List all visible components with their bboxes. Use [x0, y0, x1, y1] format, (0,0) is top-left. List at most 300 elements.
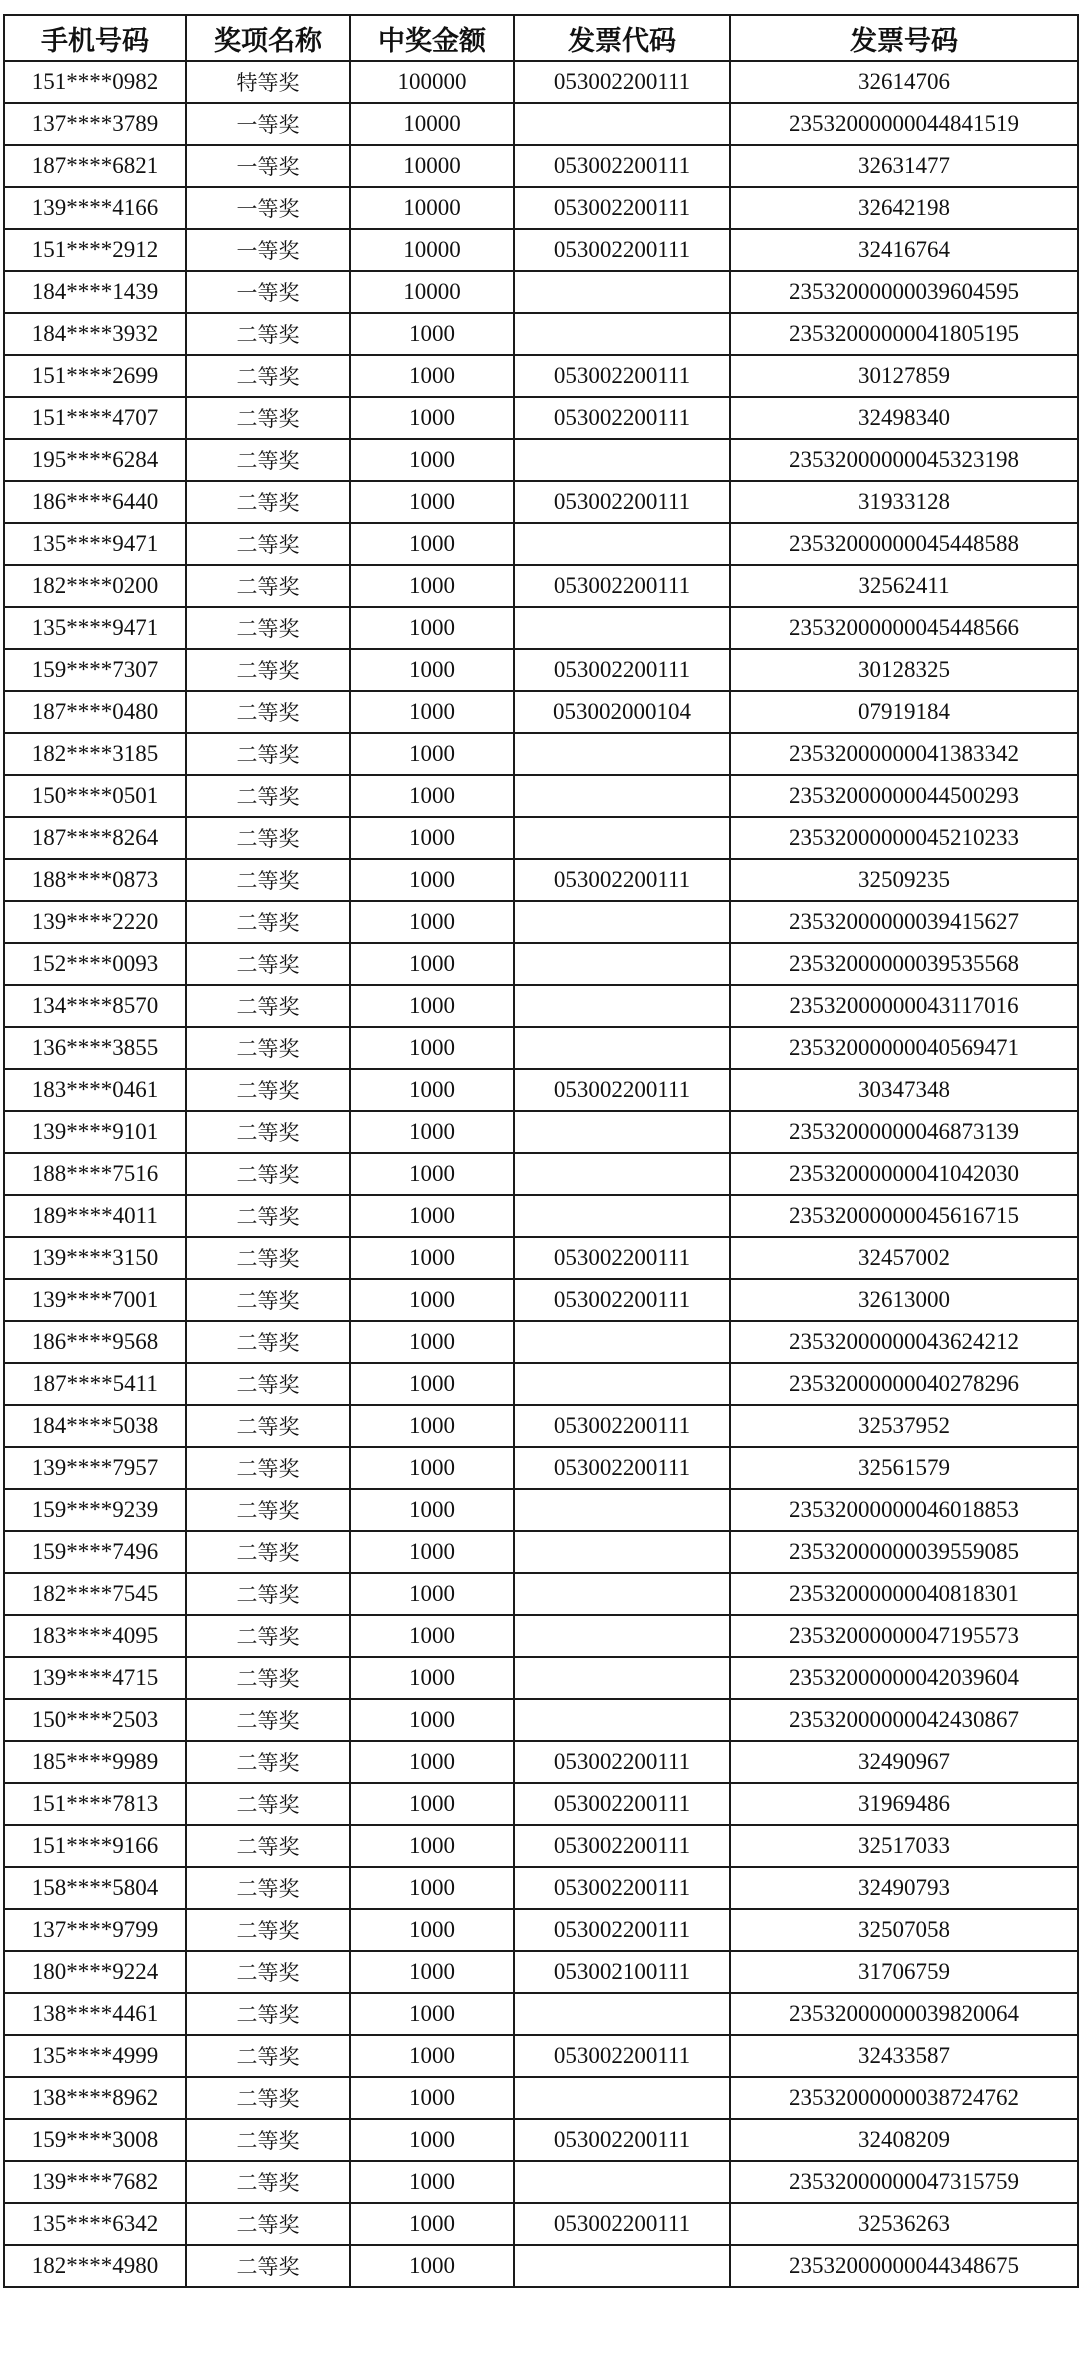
table-row — [4, 1153, 1078, 1195]
cell-invoice-number: 23532000000043624212 — [730, 1321, 1078, 1363]
cell-amount: 10000 — [350, 271, 514, 313]
cell-invoice-number: 23532000000045616715 — [730, 1195, 1078, 1237]
cell-invoice-number: 23532000000044500293 — [730, 775, 1078, 817]
cell-amount: 1000 — [350, 1489, 514, 1531]
cell-invoice-code — [514, 733, 730, 775]
cell-invoice-code: 053002200111 — [514, 1405, 730, 1447]
cell-invoice-code: 053002200111 — [514, 565, 730, 607]
cell-phone: 139****4715 — [4, 1657, 186, 1699]
cell-invoice-number: 32562411 — [730, 565, 1078, 607]
table-row — [4, 2161, 1078, 2203]
table-row — [4, 1783, 1078, 1825]
cell-phone: 186****6440 — [4, 481, 186, 523]
cell-amount: 1000 — [350, 2035, 514, 2077]
table-row — [4, 901, 1078, 943]
cell-invoice-number: 23532000000042430867 — [730, 1699, 1078, 1741]
table-row — [4, 271, 1078, 313]
table-row — [4, 229, 1078, 271]
cell-amount: 1000 — [350, 775, 514, 817]
cell-prize-name: 二等奖 — [186, 607, 350, 649]
cell-prize-name: 二等奖 — [186, 817, 350, 859]
cell-invoice-code: 053002200111 — [514, 481, 730, 523]
cell-amount: 1000 — [350, 733, 514, 775]
cell-amount: 1000 — [350, 2119, 514, 2161]
cell-phone: 159****9239 — [4, 1489, 186, 1531]
cell-phone: 150****2503 — [4, 1699, 186, 1741]
table-row — [4, 649, 1078, 691]
cell-prize-name: 一等奖 — [186, 187, 350, 229]
cell-invoice-code — [514, 2077, 730, 2119]
cell-prize-name: 二等奖 — [186, 355, 350, 397]
cell-amount: 1000 — [350, 607, 514, 649]
cell-prize-name: 二等奖 — [186, 691, 350, 733]
cell-invoice-code: 053002200111 — [514, 1909, 730, 1951]
table-row — [4, 1195, 1078, 1237]
cell-amount: 1000 — [350, 1951, 514, 1993]
cell-prize-name: 二等奖 — [186, 2245, 350, 2287]
cell-amount: 100000 — [350, 61, 514, 103]
cell-amount: 1000 — [350, 2203, 514, 2245]
cell-phone: 189****4011 — [4, 1195, 186, 1237]
table-row — [4, 2203, 1078, 2245]
cell-prize-name: 二等奖 — [186, 1867, 350, 1909]
cell-prize-name: 特等奖 — [186, 61, 350, 103]
cell-amount: 1000 — [350, 1783, 514, 1825]
cell-prize-name: 二等奖 — [186, 859, 350, 901]
cell-invoice-code: 053002100111 — [514, 1951, 730, 1993]
cell-phone: 139****7957 — [4, 1447, 186, 1489]
cell-invoice-code: 053002200111 — [514, 229, 730, 271]
cell-invoice-number: 32642198 — [730, 187, 1078, 229]
table-row — [4, 1741, 1078, 1783]
cell-invoice-number: 31969486 — [730, 1783, 1078, 1825]
cell-phone: 151****9166 — [4, 1825, 186, 1867]
cell-phone: 139****4166 — [4, 187, 186, 229]
cell-amount: 1000 — [350, 565, 514, 607]
cell-invoice-number: 31933128 — [730, 481, 1078, 523]
table-row — [4, 1615, 1078, 1657]
cell-amount: 1000 — [350, 481, 514, 523]
cell-invoice-number: 23532000000041042030 — [730, 1153, 1078, 1195]
cell-prize-name: 二等奖 — [186, 1741, 350, 1783]
cell-invoice-number: 31706759 — [730, 1951, 1078, 1993]
cell-invoice-number: 32613000 — [730, 1279, 1078, 1321]
table-row — [4, 61, 1078, 103]
table-row — [4, 943, 1078, 985]
cell-phone: 136****3855 — [4, 1027, 186, 1069]
cell-amount: 1000 — [350, 1321, 514, 1363]
table-row — [4, 1489, 1078, 1531]
cell-phone: 134****8570 — [4, 985, 186, 1027]
cell-amount: 1000 — [350, 2077, 514, 2119]
table-row — [4, 145, 1078, 187]
cell-amount: 1000 — [350, 355, 514, 397]
cell-prize-name: 二等奖 — [186, 1153, 350, 1195]
cell-phone: 159****7307 — [4, 649, 186, 691]
table-row — [4, 817, 1078, 859]
cell-prize-name: 二等奖 — [186, 1405, 350, 1447]
cell-prize-name: 二等奖 — [186, 565, 350, 607]
cell-invoice-code: 053002200111 — [514, 397, 730, 439]
cell-amount: 1000 — [350, 859, 514, 901]
cell-amount: 1000 — [350, 1699, 514, 1741]
cell-invoice-number: 23532000000046018853 — [730, 1489, 1078, 1531]
cell-invoice-number: 23532000000039535568 — [730, 943, 1078, 985]
cell-amount: 10000 — [350, 145, 514, 187]
cell-amount: 1000 — [350, 397, 514, 439]
cell-invoice-number: 32537952 — [730, 1405, 1078, 1447]
cell-invoice-code: 053002200111 — [514, 355, 730, 397]
cell-prize-name: 二等奖 — [186, 1195, 350, 1237]
cell-amount: 1000 — [350, 1909, 514, 1951]
cell-invoice-code: 053002200111 — [514, 1825, 730, 1867]
cell-phone: 137****9799 — [4, 1909, 186, 1951]
cell-phone: 135****4999 — [4, 2035, 186, 2077]
cell-prize-name: 二等奖 — [186, 1027, 350, 1069]
cell-invoice-code — [514, 439, 730, 481]
cell-phone: 150****0501 — [4, 775, 186, 817]
cell-amount: 1000 — [350, 1363, 514, 1405]
cell-phone: 151****4707 — [4, 397, 186, 439]
table-body — [4, 61, 1078, 2287]
cell-invoice-number: 23532000000046873139 — [730, 1111, 1078, 1153]
cell-phone: 139****3150 — [4, 1237, 186, 1279]
cell-invoice-code — [514, 1027, 730, 1069]
cell-amount: 10000 — [350, 229, 514, 271]
cell-invoice-code: 053002200111 — [514, 2035, 730, 2077]
cell-amount: 1000 — [350, 1405, 514, 1447]
cell-amount: 1000 — [350, 2161, 514, 2203]
cell-phone: 151****2699 — [4, 355, 186, 397]
cell-invoice-code: 053002200111 — [514, 1741, 730, 1783]
cell-phone: 180****9224 — [4, 1951, 186, 1993]
table-row — [4, 691, 1078, 733]
cell-phone: 135****9471 — [4, 523, 186, 565]
cell-invoice-code — [514, 1489, 730, 1531]
table-row — [4, 859, 1078, 901]
cell-amount: 1000 — [350, 817, 514, 859]
cell-phone: 182****7545 — [4, 1573, 186, 1615]
cell-invoice-number: 30127859 — [730, 355, 1078, 397]
cell-invoice-number: 32490967 — [730, 1741, 1078, 1783]
cell-invoice-code: 053002200111 — [514, 145, 730, 187]
cell-invoice-number: 32433587 — [730, 2035, 1078, 2077]
table-row — [4, 313, 1078, 355]
cell-prize-name: 二等奖 — [186, 1531, 350, 1573]
cell-prize-name: 二等奖 — [186, 2161, 350, 2203]
cell-invoice-number: 23532000000040278296 — [730, 1363, 1078, 1405]
cell-invoice-code — [514, 1993, 730, 2035]
cell-prize-name: 一等奖 — [186, 229, 350, 271]
cell-phone: 158****5804 — [4, 1867, 186, 1909]
table-row — [4, 985, 1078, 1027]
cell-prize-name: 二等奖 — [186, 523, 350, 565]
cell-invoice-code — [514, 1321, 730, 1363]
cell-prize-name: 二等奖 — [186, 2119, 350, 2161]
cell-prize-name: 二等奖 — [186, 1615, 350, 1657]
cell-invoice-number: 23532000000044348675 — [730, 2245, 1078, 2287]
cell-amount: 1000 — [350, 1531, 514, 1573]
cell-phone: 139****2220 — [4, 901, 186, 943]
cell-prize-name: 一等奖 — [186, 271, 350, 313]
cell-invoice-number: 23532000000045448588 — [730, 523, 1078, 565]
cell-invoice-code — [514, 1615, 730, 1657]
cell-prize-name: 二等奖 — [186, 1657, 350, 1699]
cell-prize-name: 二等奖 — [186, 733, 350, 775]
cell-amount: 1000 — [350, 1993, 514, 2035]
cell-phone: 182****4980 — [4, 2245, 186, 2287]
cell-invoice-code — [514, 1657, 730, 1699]
header-invoice-number: 发票号码 — [730, 15, 1078, 61]
cell-invoice-number: 23532000000045448566 — [730, 607, 1078, 649]
cell-phone: 182****0200 — [4, 565, 186, 607]
cell-amount: 1000 — [350, 1825, 514, 1867]
cell-amount: 1000 — [350, 2245, 514, 2287]
table-row — [4, 1531, 1078, 1573]
cell-invoice-code: 053002200111 — [514, 2203, 730, 2245]
cell-invoice-number: 32498340 — [730, 397, 1078, 439]
cell-phone: 139****9101 — [4, 1111, 186, 1153]
cell-invoice-number: 23532000000043117016 — [730, 985, 1078, 1027]
table-row — [4, 565, 1078, 607]
cell-invoice-number: 23532000000041805195 — [730, 313, 1078, 355]
cell-invoice-code — [514, 817, 730, 859]
cell-amount: 10000 — [350, 103, 514, 145]
table-row — [4, 355, 1078, 397]
cell-phone: 187****6821 — [4, 145, 186, 187]
cell-invoice-code — [514, 1531, 730, 1573]
table-row — [4, 733, 1078, 775]
cell-prize-name: 二等奖 — [186, 1237, 350, 1279]
cell-invoice-number: 32507058 — [730, 1909, 1078, 1951]
cell-invoice-number: 23532000000038724762 — [730, 2077, 1078, 2119]
cell-prize-name: 二等奖 — [186, 2077, 350, 2119]
cell-phone: 187****5411 — [4, 1363, 186, 1405]
cell-invoice-code — [514, 1573, 730, 1615]
cell-prize-name: 二等奖 — [186, 1825, 350, 1867]
table-row — [4, 1993, 1078, 2035]
cell-invoice-number: 32517033 — [730, 1825, 1078, 1867]
cell-invoice-code — [514, 1363, 730, 1405]
cell-phone: 138****8962 — [4, 2077, 186, 2119]
table-row — [4, 1321, 1078, 1363]
table-row — [4, 1657, 1078, 1699]
cell-phone: 182****3185 — [4, 733, 186, 775]
cell-invoice-number: 23532000000042039604 — [730, 1657, 1078, 1699]
cell-phone: 183****0461 — [4, 1069, 186, 1111]
cell-invoice-code: 053002200111 — [514, 859, 730, 901]
header-invoice-code: 发票代码 — [514, 15, 730, 61]
cell-amount: 1000 — [350, 1195, 514, 1237]
table-row — [4, 481, 1078, 523]
cell-amount: 1000 — [350, 1615, 514, 1657]
cell-invoice-number: 23532000000039604595 — [730, 271, 1078, 313]
cell-amount: 1000 — [350, 1279, 514, 1321]
table-row — [4, 397, 1078, 439]
cell-invoice-code — [514, 2161, 730, 2203]
table-row — [4, 1405, 1078, 1447]
cell-invoice-number: 32457002 — [730, 1237, 1078, 1279]
header-prize-name: 奖项名称 — [186, 15, 350, 61]
cell-invoice-number: 30128325 — [730, 649, 1078, 691]
table-row — [4, 1867, 1078, 1909]
cell-phone: 151****7813 — [4, 1783, 186, 1825]
table-header — [4, 15, 1078, 61]
cell-invoice-code: 053002200111 — [514, 1783, 730, 1825]
table-row — [4, 1699, 1078, 1741]
cell-prize-name: 二等奖 — [186, 1489, 350, 1531]
cell-amount: 1000 — [350, 1573, 514, 1615]
cell-invoice-number: 32614706 — [730, 61, 1078, 103]
cell-invoice-number: 23532000000039415627 — [730, 901, 1078, 943]
cell-phone: 188****0873 — [4, 859, 186, 901]
cell-prize-name: 二等奖 — [186, 2035, 350, 2077]
cell-amount: 1000 — [350, 1153, 514, 1195]
table-row — [4, 1027, 1078, 1069]
cell-prize-name: 二等奖 — [186, 901, 350, 943]
cell-prize-name: 二等奖 — [186, 313, 350, 355]
cell-prize-name: 二等奖 — [186, 1321, 350, 1363]
table-row — [4, 1573, 1078, 1615]
cell-phone: 159****3008 — [4, 2119, 186, 2161]
cell-amount: 1000 — [350, 1657, 514, 1699]
cell-amount: 1000 — [350, 1741, 514, 1783]
cell-amount: 1000 — [350, 1069, 514, 1111]
cell-phone: 184****1439 — [4, 271, 186, 313]
table-row — [4, 523, 1078, 565]
cell-prize-name: 一等奖 — [186, 145, 350, 187]
header-row — [4, 15, 1078, 61]
cell-amount: 1000 — [350, 523, 514, 565]
cell-invoice-code: 053002200111 — [514, 1867, 730, 1909]
cell-invoice-number: 23532000000047195573 — [730, 1615, 1078, 1657]
cell-invoice-code — [514, 985, 730, 1027]
cell-invoice-code — [514, 1195, 730, 1237]
cell-invoice-code: 053002200111 — [514, 61, 730, 103]
cell-prize-name: 二等奖 — [186, 2203, 350, 2245]
table-row — [4, 2077, 1078, 2119]
cell-phone: 159****7496 — [4, 1531, 186, 1573]
cell-prize-name: 二等奖 — [186, 1699, 350, 1741]
cell-invoice-code — [514, 271, 730, 313]
cell-prize-name: 二等奖 — [186, 1993, 350, 2035]
cell-phone: 135****6342 — [4, 2203, 186, 2245]
table-row — [4, 1825, 1078, 1867]
table-row — [4, 187, 1078, 229]
cell-invoice-number: 23532000000047315759 — [730, 2161, 1078, 2203]
cell-phone: 137****3789 — [4, 103, 186, 145]
cell-amount: 1000 — [350, 1867, 514, 1909]
cell-prize-name: 一等奖 — [186, 103, 350, 145]
cell-phone: 188****7516 — [4, 1153, 186, 1195]
cell-prize-name: 二等奖 — [186, 649, 350, 691]
cell-prize-name: 二等奖 — [186, 1951, 350, 1993]
cell-prize-name: 二等奖 — [186, 397, 350, 439]
cell-phone: 183****4095 — [4, 1615, 186, 1657]
cell-invoice-code: 053002200111 — [514, 1069, 730, 1111]
cell-invoice-code: 053002200111 — [514, 1279, 730, 1321]
cell-amount: 1000 — [350, 649, 514, 691]
cell-prize-name: 二等奖 — [186, 775, 350, 817]
cell-invoice-code — [514, 2245, 730, 2287]
cell-prize-name: 二等奖 — [186, 1783, 350, 1825]
cell-amount: 1000 — [350, 1027, 514, 1069]
cell-phone: 186****9568 — [4, 1321, 186, 1363]
cell-phone: 151****2912 — [4, 229, 186, 271]
cell-prize-name: 二等奖 — [186, 1573, 350, 1615]
cell-amount: 1000 — [350, 1447, 514, 1489]
cell-prize-name: 二等奖 — [186, 1447, 350, 1489]
cell-amount: 1000 — [350, 313, 514, 355]
cell-invoice-number: 23532000000045210233 — [730, 817, 1078, 859]
table-row — [4, 2119, 1078, 2161]
cell-invoice-number: 30347348 — [730, 1069, 1078, 1111]
cell-invoice-code — [514, 313, 730, 355]
cell-invoice-code: 053002200111 — [514, 187, 730, 229]
table-row — [4, 1279, 1078, 1321]
cell-invoice-number: 32536263 — [730, 2203, 1078, 2245]
cell-invoice-code: 053002000104 — [514, 691, 730, 733]
cell-invoice-code — [514, 775, 730, 817]
cell-invoice-code — [514, 523, 730, 565]
cell-invoice-code — [514, 901, 730, 943]
cell-invoice-code: 053002200111 — [514, 1447, 730, 1489]
cell-prize-name: 二等奖 — [186, 1111, 350, 1153]
cell-invoice-code — [514, 1153, 730, 1195]
cell-invoice-number: 32416764 — [730, 229, 1078, 271]
header-amount: 中奖金额 — [350, 15, 514, 61]
cell-phone: 152****0093 — [4, 943, 186, 985]
cell-invoice-code — [514, 943, 730, 985]
cell-amount: 10000 — [350, 187, 514, 229]
cell-amount: 1000 — [350, 1237, 514, 1279]
cell-invoice-code — [514, 103, 730, 145]
cell-amount: 1000 — [350, 943, 514, 985]
cell-phone: 184****5038 — [4, 1405, 186, 1447]
cell-invoice-number: 32631477 — [730, 145, 1078, 187]
cell-invoice-number: 32561579 — [730, 1447, 1078, 1489]
cell-invoice-number: 07919184 — [730, 691, 1078, 733]
table-row — [4, 103, 1078, 145]
cell-amount: 1000 — [350, 901, 514, 943]
table-row — [4, 1951, 1078, 1993]
table-row — [4, 1069, 1078, 1111]
cell-phone: 151****0982 — [4, 61, 186, 103]
cell-prize-name: 二等奖 — [186, 439, 350, 481]
table-row — [4, 439, 1078, 481]
cell-phone: 184****3932 — [4, 313, 186, 355]
cell-phone: 139****7001 — [4, 1279, 186, 1321]
cell-phone: 187****8264 — [4, 817, 186, 859]
cell-prize-name: 二等奖 — [186, 481, 350, 523]
cell-prize-name: 二等奖 — [186, 985, 350, 1027]
cell-invoice-number: 23532000000040818301 — [730, 1573, 1078, 1615]
cell-phone: 187****0480 — [4, 691, 186, 733]
cell-invoice-code — [514, 1111, 730, 1153]
header-phone: 手机号码 — [4, 15, 186, 61]
table-row — [4, 2245, 1078, 2287]
cell-invoice-code: 053002200111 — [514, 2119, 730, 2161]
cell-phone: 135****9471 — [4, 607, 186, 649]
cell-prize-name: 二等奖 — [186, 1363, 350, 1405]
cell-invoice-number: 23532000000040569471 — [730, 1027, 1078, 1069]
cell-invoice-code — [514, 1699, 730, 1741]
cell-phone: 185****9989 — [4, 1741, 186, 1783]
cell-invoice-number: 23532000000039559085 — [730, 1531, 1078, 1573]
cell-prize-name: 二等奖 — [186, 1279, 350, 1321]
table-row — [4, 1909, 1078, 1951]
table-row — [4, 1447, 1078, 1489]
